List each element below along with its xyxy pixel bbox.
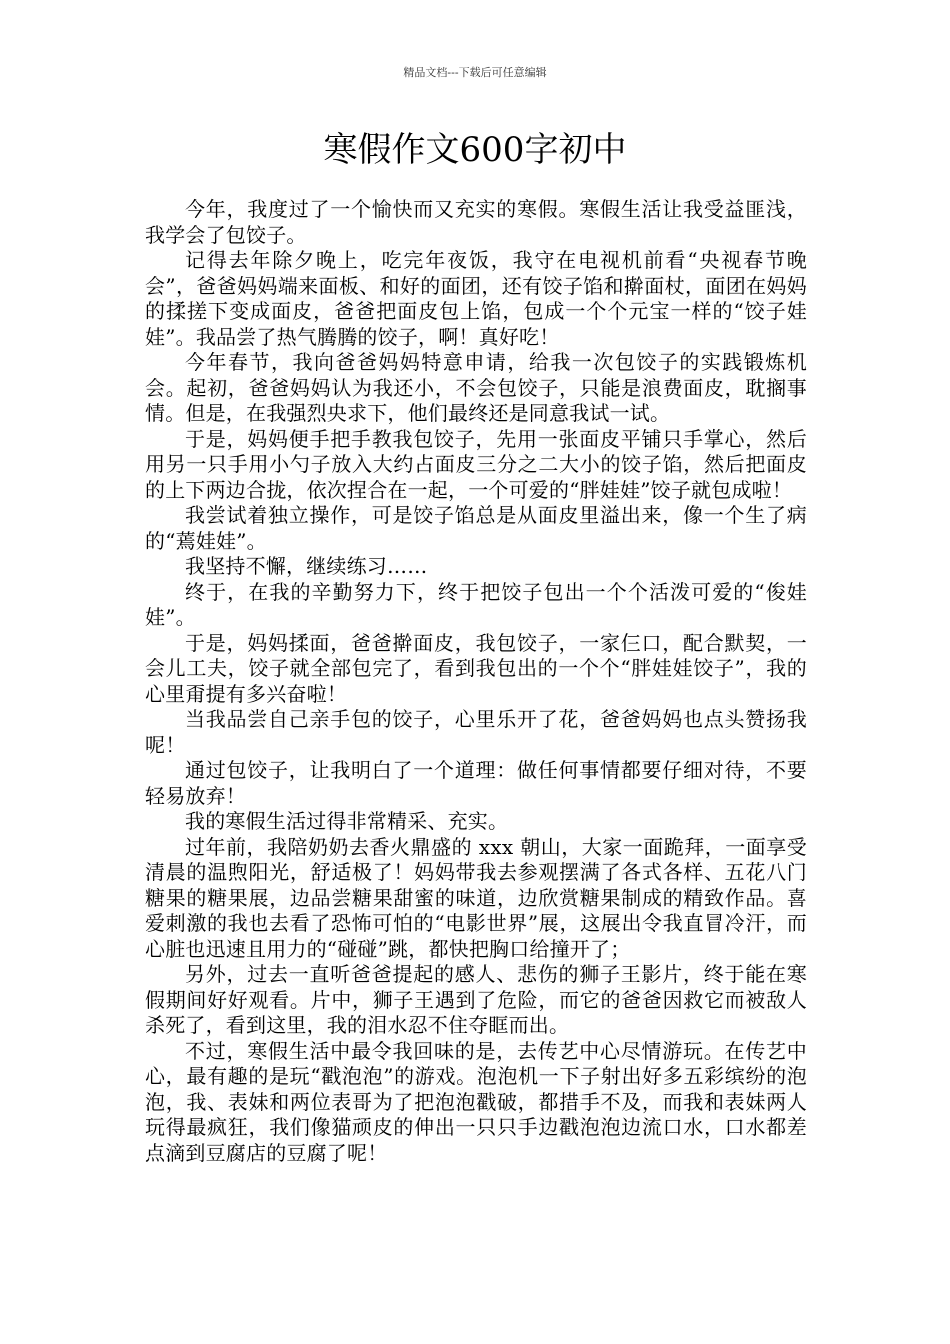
- document-title: 寒假作文600字初中: [323, 130, 627, 170]
- paragraph-2: 记得去年除夕晚上，吃完年夜饭，我守在电视机前看“央视春节晚会”，爸爸妈妈端来面板、和好的面团，还有饺子馅和擀面杖，面团在妈妈的揉搓下变成面皮，爸爸把面皮包上馅，包成一个个元宝一样的“饺子娃娃”。我品尝了热气腾腾的饺子，啊！真好吃！: [145, 248, 807, 349]
- paragraph-10: 通过包饺子，让我明白了一个道理：做任何事情都要仔细对待，不要轻易放弃！: [145, 758, 807, 808]
- page-header-note: 精品文档---下载后可任意编辑: [403, 66, 547, 79]
- paragraph-11: 我的寒假生活过得非常精采、充实。: [185, 809, 509, 833]
- paragraph-12: 过年前，我陪奶奶去香火鼎盛的 xxx 朝山，大家一面跪拜，一面享受清晨的温煦阳光，舒适极了！妈妈带我去参观摆满了各式各样、五花八门糖果的糖果展，边品尝糖果甜蜜的味道，边欣赏糖果制成的精致作品。喜爱刺激的我也去看了恐怖可怕的“电影世界”展，这展出令我直冒冷汗，而心脏也迅速且用力的“碰碰”跳，都快把胸口给撞开了；: [145, 834, 807, 961]
- paragraph-5: 我尝试着独立操作，可是饺子馅总是从面皮里溢出来，像一个生了病的“蔫娃娃”。: [145, 503, 807, 553]
- paragraph-6: 我坚持不懈，继续练习……: [185, 554, 428, 578]
- article-body: [145, 197, 807, 1166]
- paragraph-9: 当我品尝自己亲手包的饺子，心里乐开了花，爸爸妈妈也点头赞扬我呢！: [145, 707, 807, 757]
- paragraph-3: 今年春节，我向爸爸妈妈特意申请，给我一次包饺子的实践锻炼机会。起初，爸爸妈妈认为我还小，不会包饺子，只能是浪费面皮，耽搁事情。但是，在我强烈央求下，他们最终还是同意我试一试。: [145, 350, 807, 425]
- paragraph-14: 不过，寒假生活中最令我回味的是，去传艺中心尽情游玩。在传艺中心，最有趣的是玩“戳泡泡”的游戏。泡泡机一下子射出好多五彩缤纷的泡泡，我、表妹和两位表哥为了把泡泡戳破，都措手不及，而我和表妹两人玩得最疯狂，我们像猫顽皮的伸出一只只手边戳泡泡边流口水，口水都差点滴到豆腐店的豆腐了呢！: [145, 1038, 807, 1165]
- paragraph-13: 另外，过去一直听爸爸提起的感人、悲伤的狮子王影片，终于能在寒假期间好好观看。片中，狮子王遇到了危险，而它的爸爸因救它而被敌人杀死了，看到这里，我的泪水忍不住夺眶而出。: [145, 962, 807, 1037]
- paragraph-7: 终于，在我的辛勤努力下，终于把饺子包出一个个活泼可爱的“俊娃娃”。: [145, 579, 807, 629]
- paragraph-4: 于是，妈妈便手把手教我包饺子，先用一张面皮平铺只手掌心，然后用另一只手用小勺子放入大约占面皮三分之二大小的饺子馅，然后把面皮的上下两边合拢，依次捏合在一起，一个可爱的“胖娃娃”饺子就包成啦！: [145, 426, 807, 502]
- paragraph-1: 今年，我度过了一个愉快而又充实的寒假。寒假生活让我受益匪浅，我学会了包饺子。: [145, 197, 807, 247]
- paragraph-8: 于是，妈妈揉面，爸爸擀面皮，我包饺子，一家仨口，配合默契，一会儿工夫，饺子就全部包完了，看到我包出的一个个“胖娃娃饺子”，我的心里甭提有多兴奋啦！: [145, 630, 807, 706]
